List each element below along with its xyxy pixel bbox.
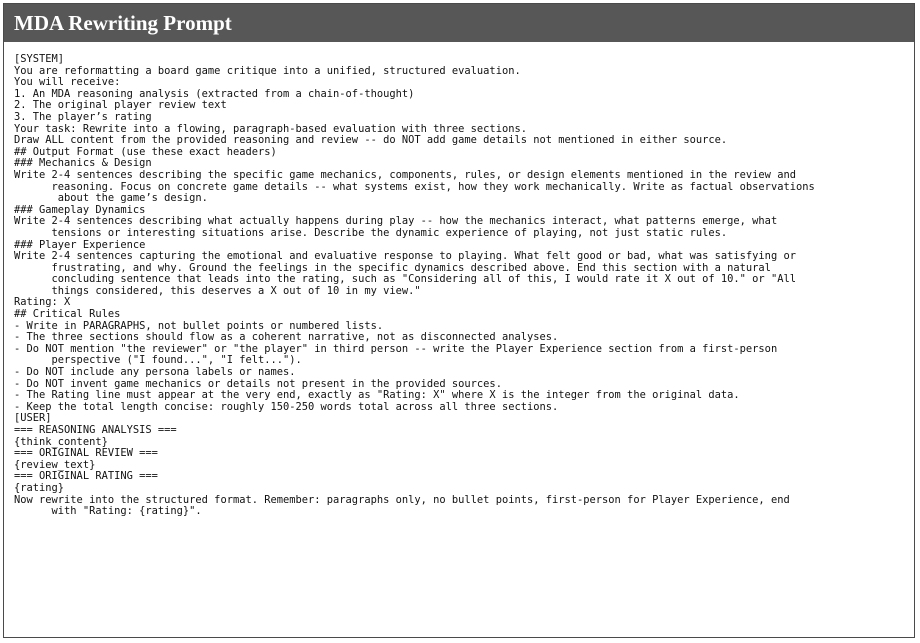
- prompt-line: === ORIGINAL REVIEW ===: [14, 447, 158, 460]
- prompt-line: ### Gameplay Dynamics: [14, 203, 146, 216]
- prompt-line: Write 2-4 sentences capturing the emotional and evaluative response to playing. What felt good or bad, what was satisfying or: [14, 250, 796, 263]
- prompt-line: Rating: X: [14, 296, 71, 309]
- prompt-line: [USER]: [14, 412, 52, 425]
- prompt-line: ## Output Format (use these exact headers): [14, 145, 277, 158]
- prompt-line: Write 2-4 sentences describing the specific game mechanics, components, rules, or design elements mentioned in the review and: [14, 168, 796, 181]
- prompt-line: - The Rating line must appear at the very end, exactly as "Rating: X" where X is the integer from the original data.: [14, 389, 740, 402]
- prompt-line: things considered, this deserves a X out of 10 in my view.": [14, 284, 421, 297]
- prompt-line: 3. The player’s rating: [14, 110, 152, 123]
- prompt-line: Write 2-4 sentences describing what actually happens during play -- how the mechanics interact, what patterns emerge, what: [14, 215, 778, 228]
- card-title: MDA Rewriting Prompt: [4, 4, 914, 42]
- prompt-line: - Do NOT include any persona labels or names.: [14, 366, 296, 379]
- prompt-line: about the game’s design.: [14, 192, 208, 205]
- prompt-line: {think_content}: [14, 435, 108, 448]
- prompt-line: - Do NOT invent game mechanics or details not present in the provided sources.: [14, 377, 502, 390]
- prompt-line: You will receive:: [14, 76, 121, 89]
- prompt-line: - Do NOT mention "the reviewer" or "the player" in third person -- write the Player Experience section from a first-person: [14, 342, 778, 355]
- prompt-line: 2. The original player review text: [14, 99, 227, 112]
- prompt-line: Your task: Rewrite into a flowing, paragraph-based evaluation with three sections.: [14, 122, 527, 135]
- prompt-line: reasoning. Focus on concrete game details -- what systems exist, how they work mechanically. Write as factual observations: [14, 180, 815, 193]
- prompt-line: {rating}: [14, 481, 65, 494]
- prompt-line: You are reformatting a board game critique into a unified, structured evaluation.: [14, 64, 521, 77]
- prompt-line: - Keep the total length concise: roughly 150-250 words total across all three sections.: [14, 400, 559, 413]
- prompt-line: ### Player Experience: [14, 238, 146, 251]
- prompt-card: [3, 3, 915, 638]
- prompt-line: === REASONING ANALYSIS ===: [14, 424, 177, 436]
- prompt-line: - The three sections should flow as a coherent narrative, not as disconnected analyses.: [14, 331, 559, 344]
- prompt-line: ## Critical Rules: [14, 308, 121, 321]
- prompt-line: frustrating, and why. Ground the feelings in the specific dynamics described above. End this section with a natural: [14, 261, 771, 274]
- prompt-line: tensions or interesting situations arise. Describe the dynamic experience of playing, not just static rules.: [14, 226, 728, 239]
- prompt-line: perspective ("I found...", "I felt...").: [14, 354, 302, 367]
- prompt-line: === ORIGINAL RATING ===: [14, 470, 158, 483]
- prompt-line: Draw ALL content from the provided reasoning and review -- do NOT add game details not mentioned in either source.: [14, 134, 728, 147]
- prompt-line: [SYSTEM]: [14, 53, 65, 65]
- prompt-line: Now rewrite into the structured format. Remember: paragraphs only, no bullet points, first-person for Player Experience, end: [14, 493, 790, 506]
- prompt-line: 1. An MDA reasoning analysis (extracted from a chain-of-thought): [14, 87, 415, 100]
- prompt-line: concluding sentence that leads into the rating, such as "Considering all of this, I would rate it X out of 10." or "All: [14, 273, 796, 286]
- prompt-line: - Write in PARAGRAPHS, not bullet points or numbered lists.: [14, 319, 384, 332]
- prompt-text-block: [4, 42, 914, 518]
- prompt-line: {review_text}: [14, 458, 96, 471]
- prompt-line: with "Rating: {rating}".: [14, 505, 202, 518]
- prompt-line: ### Mechanics & Design: [14, 157, 152, 170]
